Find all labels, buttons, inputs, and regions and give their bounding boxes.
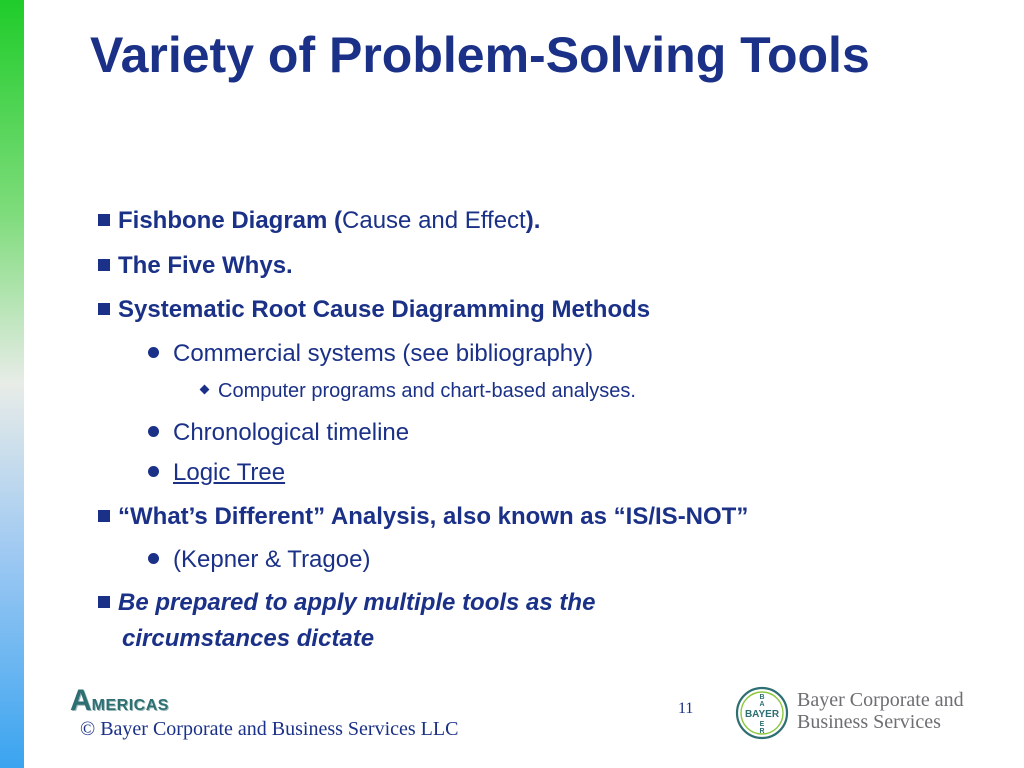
fishbone-label: Fishbone Diagram ( <box>118 207 343 234</box>
sub-bullet-kepner <box>148 546 370 574</box>
round-bullet-icon <box>148 347 159 358</box>
fishbone-subtitle: Cause and Effect <box>342 207 526 234</box>
bullet-prepared-cont <box>122 625 374 653</box>
chronological-label: Chronological timeline <box>173 419 410 446</box>
americas-logo <box>70 684 169 718</box>
svg-text:E: E <box>759 721 765 728</box>
sub-bullet-commercial <box>148 340 593 368</box>
systematic-label: Systematic Root Cause Diagramming Methods <box>118 296 651 323</box>
bayer-company-name <box>797 689 997 733</box>
sub-bullet-logic-tree <box>148 459 285 487</box>
americas-initial: A <box>70 684 92 717</box>
americas-rest: MERICAS <box>91 697 169 714</box>
square-bullet-icon <box>98 259 110 271</box>
copyright-text: © Bayer Corporate and Business Services LLC <box>80 718 459 740</box>
whats-different-label: “What’s Different” Analysis, also known as “IS/IS-NOT” <box>118 503 749 530</box>
square-bullet-icon <box>98 214 110 226</box>
bayer-cross-logo-icon <box>735 686 789 740</box>
bayer-company-line-2: Business Services <box>797 711 941 733</box>
svg-text:R: R <box>759 728 765 735</box>
round-bullet-icon <box>148 426 159 437</box>
five-whys-label: The Five Whys. <box>118 252 293 279</box>
bullet-five-whys <box>98 252 293 280</box>
bayer-company-line-1: Bayer Corporate and <box>797 689 964 711</box>
slide-title: Variety of Problem-Solving Tools <box>90 27 870 83</box>
square-bullet-icon <box>98 596 110 608</box>
commercial-label: Commercial systems (see bibliography) <box>173 340 594 367</box>
page-number: 11 <box>678 700 694 717</box>
computer-programs-label: Computer programs and chart-based analyses. <box>218 380 636 402</box>
square-bullet-icon <box>98 510 110 522</box>
side-gradient-bar <box>0 0 24 768</box>
bullet-fishbone <box>98 207 540 235</box>
svg-text:A: A <box>759 701 765 708</box>
sub-bullet-chronological <box>148 419 409 447</box>
bullet-prepared <box>98 589 595 617</box>
bullet-whats-different <box>98 503 748 531</box>
sub-sub-bullet-computer <box>201 380 636 403</box>
prepared-line-2: circumstances dictate <box>122 625 375 652</box>
round-bullet-icon <box>148 553 159 564</box>
svg-text:B: B <box>759 694 765 701</box>
square-bullet-icon <box>98 303 110 315</box>
logic-tree-link[interactable]: Logic Tree <box>173 459 286 486</box>
prepared-line-1: Be prepared to apply multiple tools as the <box>118 589 596 616</box>
fishbone-end: ). <box>525 207 541 234</box>
svg-text:BAYER: BAYER <box>744 709 780 720</box>
round-bullet-icon <box>148 466 159 477</box>
kepner-label: (Kepner & Tragoe) <box>173 546 371 573</box>
bullet-systematic <box>98 296 650 324</box>
diamond-bullet-icon <box>200 385 210 395</box>
